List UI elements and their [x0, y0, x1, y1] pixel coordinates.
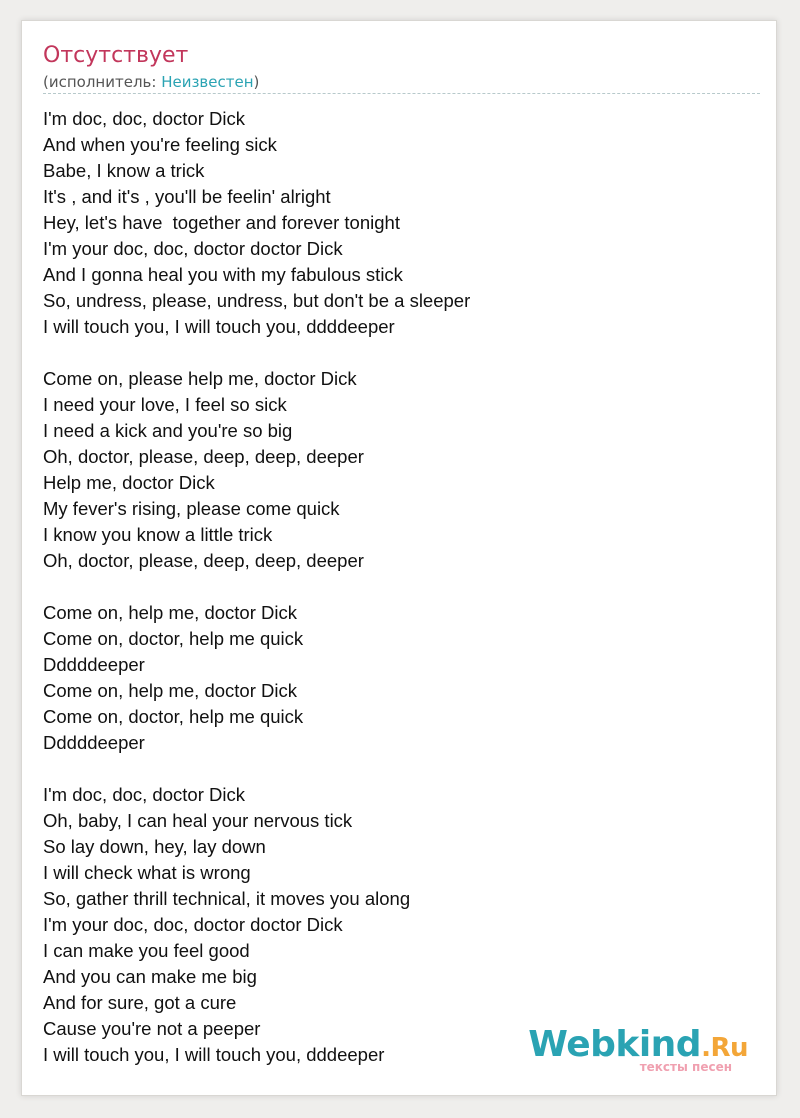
lyric-line: Oh, doctor, please, deep, deep, deeper [43, 446, 364, 467]
lyric-line: And I gonna heal you with my fabulous stick [43, 264, 403, 285]
lyric-line: Come on, help me, doctor Dick [43, 602, 297, 623]
lyric-line: And for sure, got a cure [43, 992, 237, 1013]
lyric-line: My fever's rising, please come quick [43, 498, 340, 519]
lyrics-sheet [21, 20, 777, 1096]
lyric-line: Oh, baby, I can heal your nervous tick [43, 810, 353, 831]
lyric-line: And you can make me big [43, 966, 257, 987]
lyric-line: Babe, I know a trick [43, 160, 205, 181]
lyric-line: I know you know a little trick [43, 524, 273, 545]
lyric-line: Come on, please help me, doctor Dick [43, 368, 357, 389]
lyric-line: Come on, doctor, help me quick [43, 706, 304, 727]
stanza-break [43, 340, 743, 366]
lyric-line: So lay down, hey, lay down [43, 836, 266, 857]
lyric-line: It's , and it's , you'll be feelin' alright [43, 186, 331, 207]
stanza-break [43, 756, 743, 782]
stanza-break [43, 574, 743, 600]
lyric-line: I will touch you, I will touch you, dddeeper [43, 1044, 385, 1065]
lyric-line: I'm your doc, doc, doctor doctor Dick [43, 914, 343, 935]
lyric-line: I need your love, I feel so sick [43, 394, 287, 415]
lyric-line: I'm doc, doc, doctor Dick [43, 784, 245, 805]
lyric-line: I need a kick and you're so big [43, 420, 293, 441]
lyric-line: Hey, let's have together and forever tonight [43, 212, 400, 233]
lyric-line: Oh, doctor, please, deep, deep, deeper [43, 550, 364, 571]
lyric-line: I will touch you, I will touch you, ddddeeper [43, 316, 395, 337]
logo-tagline: тексты песен [639, 1060, 732, 1074]
artist-prefix: (исполнитель: [43, 73, 162, 91]
lyric-line: So, gather thrill technical, it moves you along [43, 888, 411, 909]
artist-line [43, 72, 259, 92]
lyric-line: Come on, doctor, help me quick [43, 628, 304, 649]
lyric-line: Dddddeeper [43, 654, 145, 675]
artist-link[interactable]: Неизвестен [161, 73, 254, 91]
lyric-line: And when you're feeling sick [43, 134, 277, 155]
song-title: Отсутствует [43, 43, 189, 68]
lyric-line: I'm doc, doc, doctor Dick [43, 108, 245, 129]
lyric-line: So, undress, please, undress, but don't be a sleeper [43, 290, 471, 311]
lyric-line: Help me, doctor Dick [43, 472, 215, 493]
logo-brand: Webkind [528, 1024, 702, 1065]
lyric-line: Come on, help me, doctor Dick [43, 680, 297, 701]
lyric-line: Cause you're not a peeper [43, 1018, 261, 1039]
artist-suffix: ) [253, 73, 260, 91]
lyric-line: Dddddeeper [43, 732, 145, 753]
lyric-line: I'm your doc, doc, doctor doctor Dick [43, 238, 343, 259]
site-logo[interactable] [528, 1026, 748, 1073]
lyric-line: I will check what is wrong [43, 862, 251, 883]
lyrics-body [43, 106, 743, 1068]
lyric-line: I can make you feel good [43, 940, 250, 961]
dashed-divider [43, 93, 760, 94]
logo-tld: .Ru [701, 1033, 748, 1063]
